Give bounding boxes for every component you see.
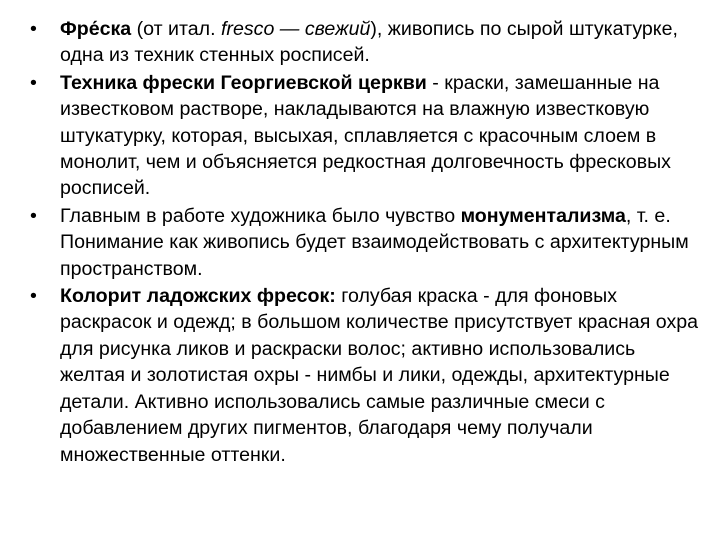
bullet-icon: • bbox=[30, 285, 37, 308]
item-text: , т. е. Понимание как живопись будет взаимодействовать с архитектурным пространством. bbox=[60, 204, 689, 280]
bullet-icon: • bbox=[30, 71, 37, 94]
item-text: - краски, замешанные на известковом растворе, накладываются на влажную известковую штукатурку, которая, высыхая, сплавляется с красочным слоем в монолит, чем и объясняется редкостная долговечность фресковых росписей. bbox=[60, 71, 671, 200]
term-technique: Техника фрески Георгиевской церкви bbox=[60, 71, 427, 94]
term-monumentalism: монументализма bbox=[460, 204, 626, 227]
item-text: (от итал. bbox=[131, 18, 221, 40]
list-item-monumentalism bbox=[30, 203, 700, 282]
list-item-fresco-definition bbox=[30, 16, 700, 69]
term-fresco: Фре́ска bbox=[60, 18, 132, 40]
list-item-colorit bbox=[30, 283, 700, 468]
bullet-icon: • bbox=[30, 204, 37, 227]
etymology-italic: fresco — свежий bbox=[220, 18, 371, 40]
bullet-list bbox=[30, 16, 700, 469]
item-text: Главным в работе художника было чувство bbox=[60, 204, 461, 227]
term-colorit: Колорит ладожских фресок: bbox=[60, 285, 336, 308]
item-text: ), живопись по сырой штукатурке, одна из техник стенных росписей. bbox=[60, 18, 678, 67]
bullet-icon: • bbox=[30, 18, 37, 40]
list-item-technique bbox=[30, 70, 700, 202]
item-text: голубая краска - для фоновых раскрасок и одежд; в большом количестве присутствует красная охра для рисунка ликов и раскраски волос; активно использовались желтая и золотистая охры - нимбы и лики, одежды, архитектурные детали. Активно использовались самые различные смеси с добавлением других пигментов, благодаря чему получали множественные оттенки. bbox=[60, 285, 699, 466]
